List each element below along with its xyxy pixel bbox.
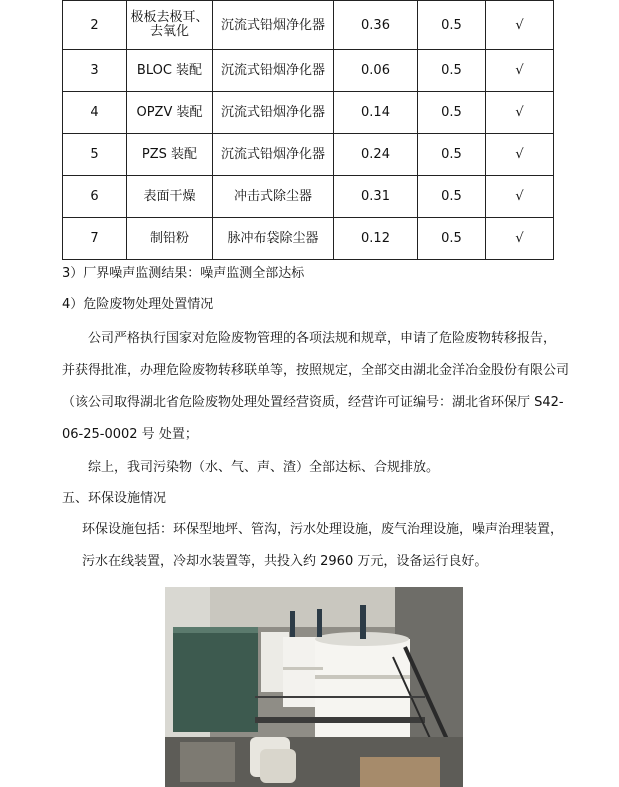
row-number: 6 — [63, 176, 127, 218]
row-number: 4 — [63, 92, 127, 134]
compliance-check: √ — [486, 218, 554, 260]
process-name-line: 去氧化 — [149, 24, 189, 39]
measured-value: 0.24 — [334, 134, 418, 176]
hazardous-waste-heading: 4）危险废物处理处置情况 — [62, 297, 214, 312]
process-name: BLOC 装配 — [127, 50, 213, 92]
limit-value: 0.5 — [418, 218, 486, 260]
noise-result-heading: 3）厂界噪声监测结果：噪声监测全部达标 — [62, 266, 305, 281]
compliance-check: √ — [486, 134, 554, 176]
equipment-name: 冲击式除尘器 — [213, 176, 334, 218]
limit-value: 0.5 — [418, 50, 486, 92]
measured-value: 0.36 — [334, 1, 418, 50]
compliance-check: √ — [486, 92, 554, 134]
process-name: PZS 装配 — [127, 134, 213, 176]
waste-paragraph-line: 06-25-0002 号 处置； — [62, 427, 198, 442]
compliance-check: √ — [486, 176, 554, 218]
row-number: 2 — [63, 1, 127, 50]
compliance-check: √ — [486, 50, 554, 92]
limit-value: 0.5 — [418, 92, 486, 134]
compliance-summary: 综上，我司污染物（水、气、声、渣）全部达标、合规排放。 — [88, 460, 440, 475]
table-row — [63, 1, 554, 50]
equipment-name: 脉冲布袋除尘器 — [213, 218, 334, 260]
equipment-name: 沉流式铅烟净化器 — [213, 134, 334, 176]
waste-paragraph-line: （该公司取得湖北省危险废物处理处置经营资质，经营许可证编号：湖北省环保厅 S42- — [62, 395, 564, 410]
table-row — [63, 176, 554, 218]
facilities-paragraph-line: 污水在线装置，冷却水装置等，共投入约 2960 万元，设备运行良好。 — [82, 554, 488, 569]
measured-value: 0.14 — [334, 92, 418, 134]
waste-paragraph-line: 公司严格执行国家对危险废物管理的各项法规和规章，申请了危险废物转移报告， — [88, 331, 557, 346]
row-number: 3 — [63, 50, 127, 92]
compliance-check: √ — [486, 1, 554, 50]
measured-value: 0.12 — [334, 218, 418, 260]
limit-value: 0.5 — [418, 1, 486, 50]
facilities-paragraph-line: 环保设施包括：环保型地坪、管沟，污水处理设施，废气治理设施，噪声治理装置， — [82, 522, 564, 537]
process-name-line: 极板去极耳、 — [130, 10, 209, 25]
wastewater-treatment-photo — [165, 587, 463, 787]
waste-paragraph-line: 并获得批准，办理危险废物转移联单等，按照规定，全部交由湖北金洋冶金股份有限公司 — [62, 363, 570, 378]
table-row — [63, 50, 554, 92]
row-number: 5 — [63, 134, 127, 176]
process-name: 制铅粉 — [127, 218, 213, 260]
process-name: OPZV 装配 — [127, 92, 213, 134]
section-five-heading: 五、环保设施情况 — [62, 491, 167, 506]
equipment-name: 沉流式铅烟净化器 — [213, 92, 334, 134]
limit-value: 0.5 — [418, 176, 486, 218]
row-number: 7 — [63, 218, 127, 260]
measured-value: 0.06 — [334, 50, 418, 92]
measured-value: 0.31 — [334, 176, 418, 218]
table-row — [63, 92, 554, 134]
equipment-name: 沉流式铅烟净化器 — [213, 1, 334, 50]
emission-results-table — [62, 0, 554, 260]
process-name — [127, 1, 213, 50]
process-name: 表面干燥 — [127, 176, 213, 218]
equipment-name: 沉流式铅烟净化器 — [213, 50, 334, 92]
facility-illustration — [165, 587, 463, 787]
table-row — [63, 134, 554, 176]
limit-value: 0.5 — [418, 134, 486, 176]
table-row — [63, 218, 554, 260]
